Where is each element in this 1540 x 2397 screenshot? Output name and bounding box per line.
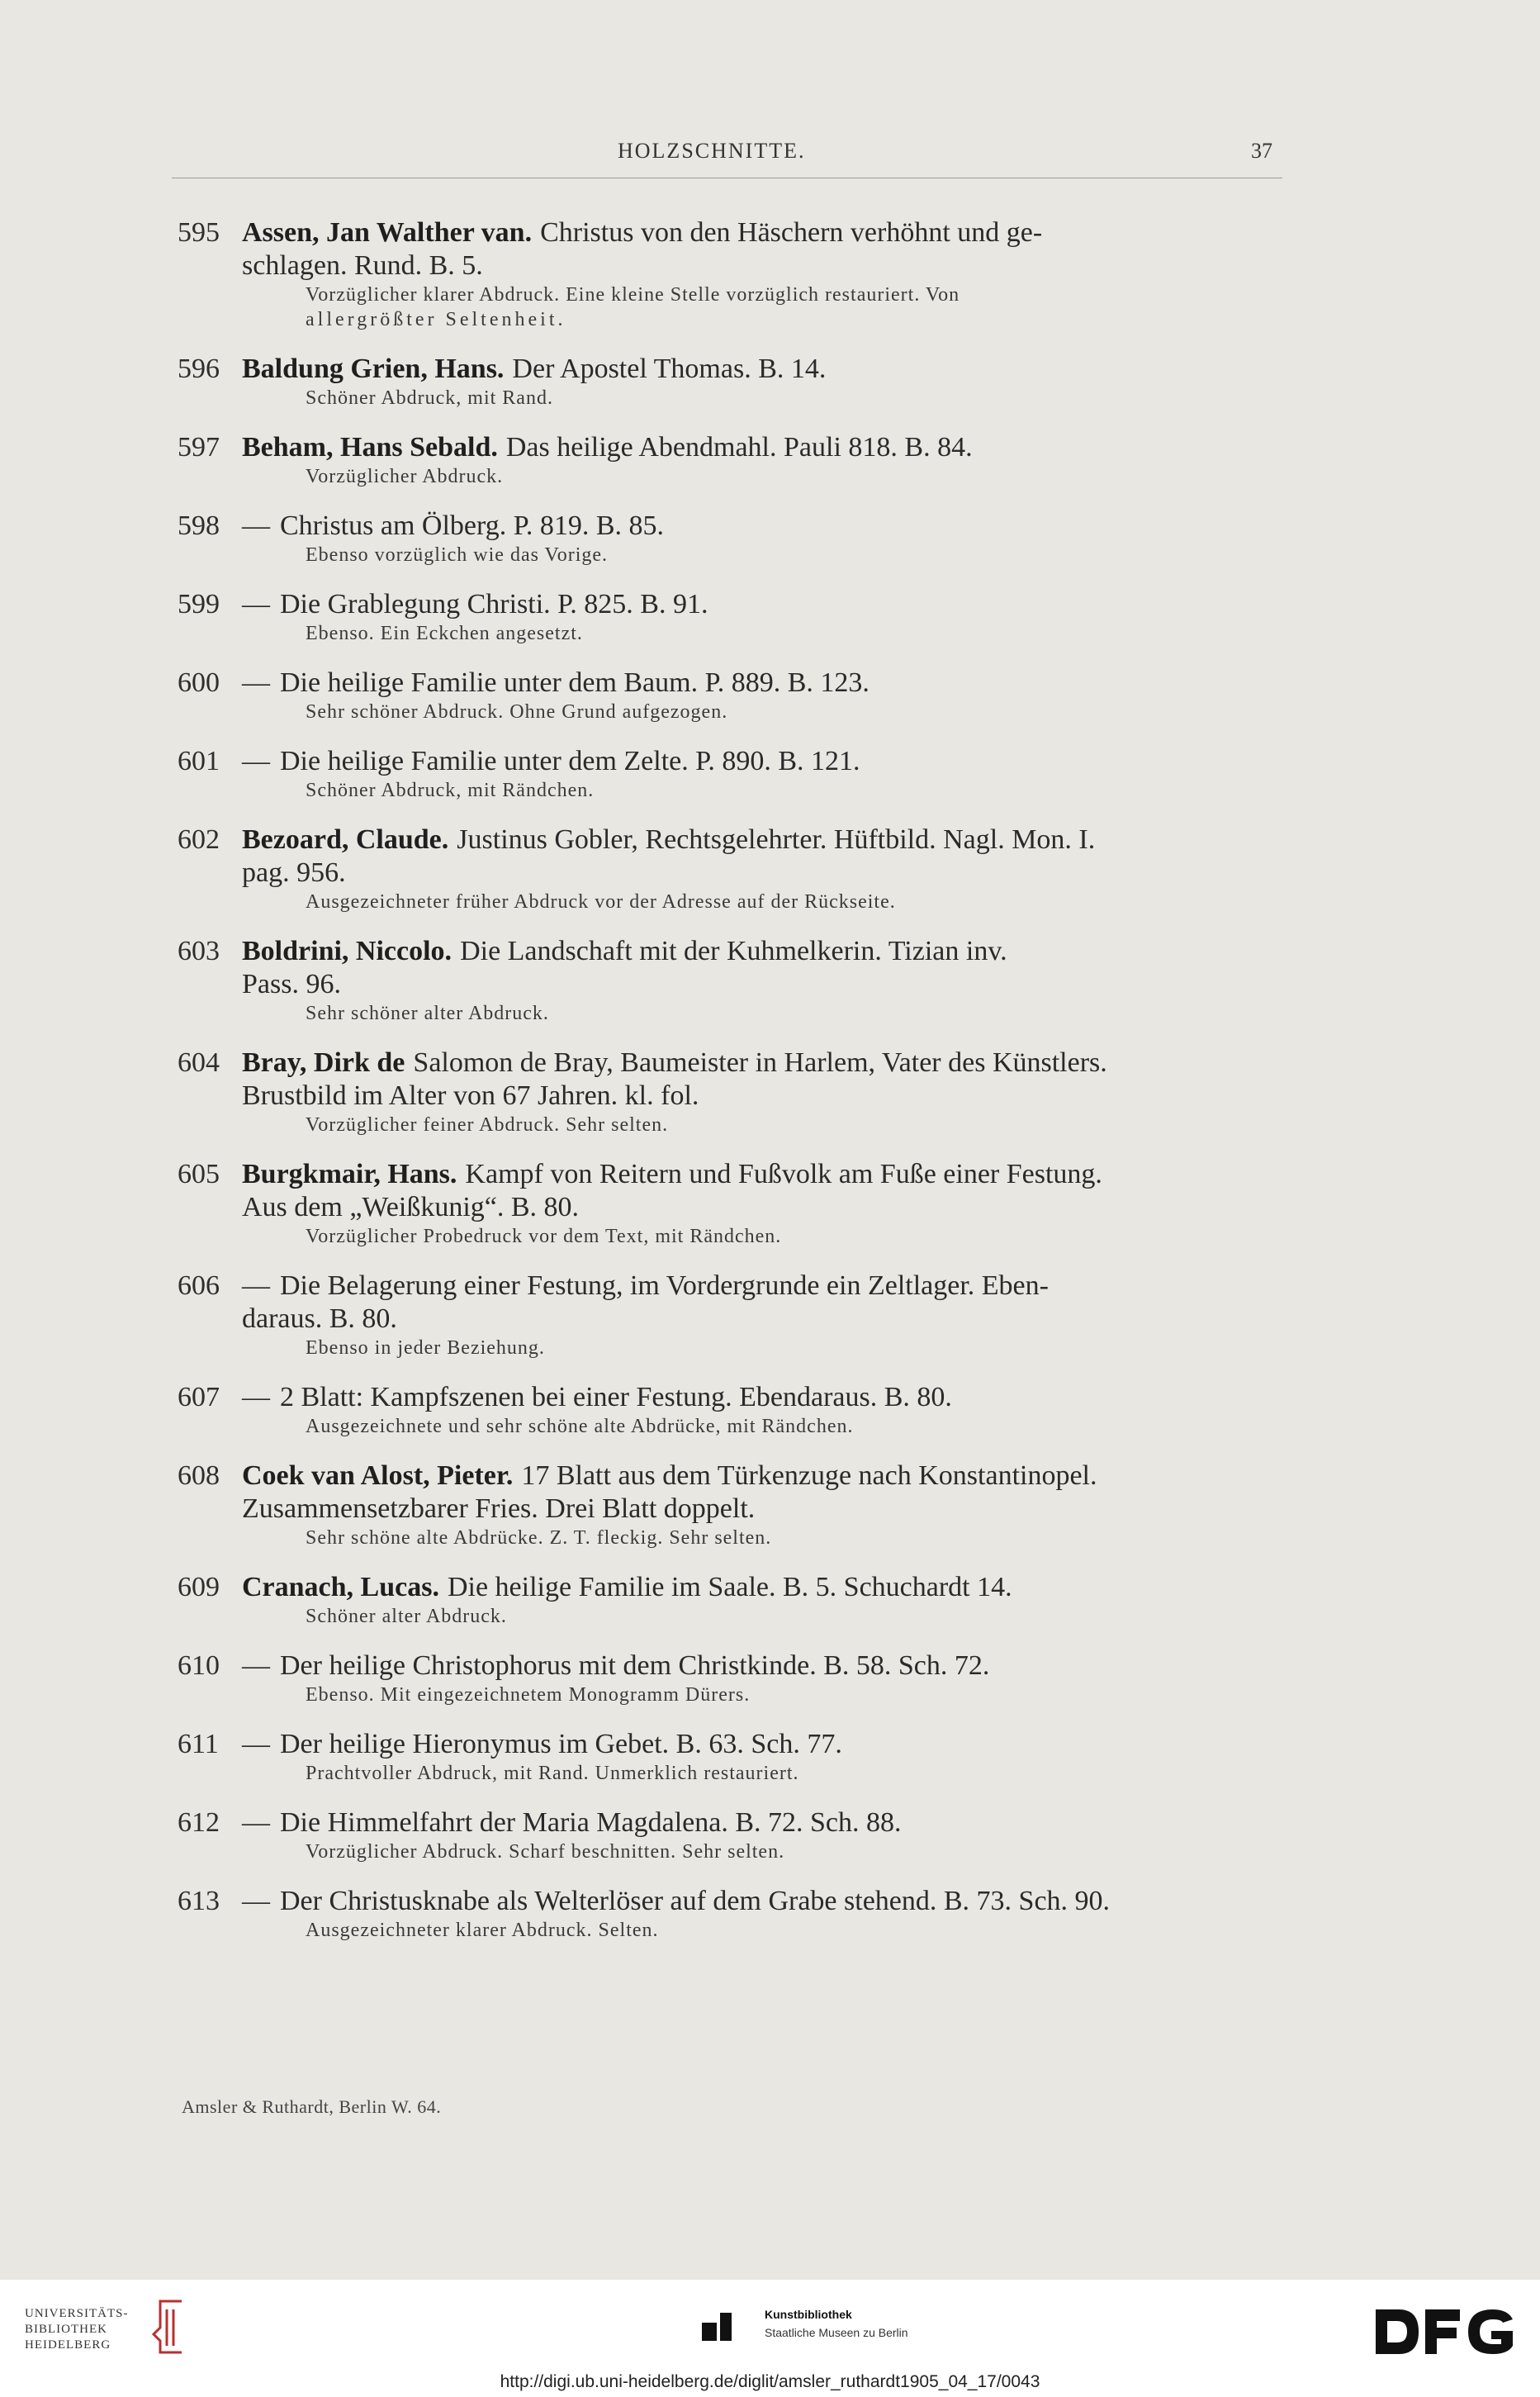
catalogue-entry — [178, 1047, 1288, 1137]
work-description: Die heilige Familie im Saale. B. 5. Schuchardt 14. — [447, 1572, 1012, 1602]
artist-name: Burgkmair, Hans. — [242, 1159, 457, 1189]
work-description: Die Belagerung einer Festung, im Vordergrunde ein Zeltlager. Eben- — [280, 1270, 1049, 1301]
lot-number: 597 — [178, 432, 220, 463]
condition-note: Sehr schöner alter Abdruck. — [306, 1003, 549, 1024]
university-emblem-icon — [149, 2298, 188, 2356]
entry-first-line — [178, 1381, 1288, 1414]
condition-note: Vorzüglicher feiner Abdruck. Sehr selten. — [306, 1114, 669, 1136]
university-library-name — [25, 2306, 129, 2353]
entry-title — [242, 745, 1288, 778]
lot-number: 599 — [178, 589, 220, 619]
entry-title — [242, 1649, 1288, 1683]
work-description-continued: Aus dem „Weißkunig“. B. 80. — [242, 1192, 580, 1222]
running-head — [0, 139, 1540, 172]
entry-first-line — [178, 431, 1288, 464]
work-description: Kampf von Reitern und Fußvolk am Fuße einer Festung. — [465, 1159, 1102, 1189]
condition-note: Ebenso. Ein Eckchen angesetzt. — [306, 623, 583, 644]
ditto-dash: — — [242, 667, 270, 698]
entry-title — [242, 510, 1288, 543]
entry-first-line — [178, 824, 1288, 857]
ditto-dash: — — [242, 1270, 270, 1301]
condition-note: Prachtvoller Abdruck, mit Rand. Unmerklich restauriert. — [306, 1763, 799, 1784]
work-description: 17 Blatt aus dem Türkenzuge nach Konstantinopel. — [521, 1460, 1097, 1491]
ditto-dash: — — [242, 589, 270, 619]
lot-number: 598 — [178, 510, 220, 541]
lot-number: 608 — [178, 1460, 220, 1491]
lot-number: 595 — [178, 217, 220, 248]
entry-title — [242, 1885, 1288, 1918]
entry-title — [242, 1381, 1288, 1414]
condition-note: Ausgezeichneter klarer Abdruck. Selten. — [306, 1920, 659, 1941]
condition-note: Schöner Abdruck, mit Rändchen. — [306, 780, 595, 801]
catalogue-entries — [178, 216, 1288, 1963]
work-description: Justinus Gobler, Rechtsgelehrter. Hüftbild. Nagl. Mon. I. — [457, 824, 1096, 855]
entry-title — [242, 824, 1288, 857]
condition-note: Vorzüglicher Abdruck. — [306, 466, 504, 487]
catalogue-entry — [178, 824, 1288, 914]
university-library-logo[interactable] — [25, 2298, 190, 2359]
ditto-dash: — — [242, 746, 270, 776]
lot-number: 609 — [178, 1572, 220, 1602]
entry-first-line — [178, 1460, 1288, 1493]
work-description-continued: pag. 956. — [242, 857, 346, 888]
lot-number: 610 — [178, 1650, 220, 1681]
condition-note: Ausgezeichneter früher Abdruck vor der Adresse auf der Rückseite. — [306, 891, 896, 913]
entry-title — [242, 216, 1288, 249]
catalogue-entry — [178, 588, 1288, 646]
running-title: HOLZSCHNITTE. — [618, 139, 806, 163]
entry-title — [242, 1158, 1288, 1191]
work-description: Die Himmelfahrt der Maria Magdalena. B. 72. Sch. 88. — [280, 1807, 902, 1838]
catalogue-entry — [178, 1885, 1288, 1943]
entry-first-line — [178, 588, 1288, 621]
lot-number: 604 — [178, 1047, 220, 1078]
condition-note: Ebenso. Mit eingezeichnetem Monogramm Dürers. — [306, 1684, 751, 1706]
entry-title — [242, 1571, 1288, 1604]
condition-note: Ebenso vorzüglich wie das Vorige. — [306, 544, 609, 566]
lot-number: 602 — [178, 824, 220, 855]
entry-first-line — [178, 667, 1288, 700]
entry-title — [242, 1806, 1288, 1839]
condition-note: Schöner alter Abdruck. — [306, 1606, 507, 1627]
source-url[interactable]: http://digi.ub.uni-heidelberg.de/diglit/amsler_ruthardt1905_04_17/0043 — [500, 2372, 1040, 2391]
lot-number: 600 — [178, 667, 220, 698]
catalogue-entry — [178, 353, 1288, 411]
lot-number: 601 — [178, 746, 220, 776]
condition-note: Sehr schöner Abdruck. Ohne Grund aufgezogen. — [306, 701, 728, 723]
kunstbibliothek-subtitle: Staatliche Museen zu Berlin — [765, 2326, 908, 2339]
condition-note: Vorzüglicher Probedruck vor dem Text, mit Rändchen. — [306, 1226, 782, 1247]
condition-note-continued: allergrößter Seltenheit. — [306, 309, 566, 330]
publisher-imprint: Amsler & Ruthardt, Berlin W. 64. — [182, 2096, 442, 2117]
entry-first-line — [178, 1571, 1288, 1604]
entry-first-line — [178, 1728, 1288, 1761]
catalogue-entry — [178, 1381, 1288, 1439]
lot-number: 596 — [178, 354, 220, 384]
catalogue-entry — [178, 1806, 1288, 1864]
lot-number: 605 — [178, 1159, 220, 1189]
entry-continuation-line — [178, 968, 1288, 1001]
ditto-dash: — — [242, 1807, 270, 1838]
entry-title — [242, 1270, 1288, 1303]
lot-number: 612 — [178, 1807, 220, 1838]
footer-bar — [0, 2280, 1540, 2397]
artist-name: Beham, Hans Sebald. — [242, 432, 498, 463]
work-description: Christus am Ölberg. P. 819. B. 85. — [280, 510, 665, 541]
ditto-dash: — — [242, 1382, 270, 1412]
lot-number: 606 — [178, 1270, 220, 1301]
artist-name: Baldung Grien, Hans. — [242, 354, 505, 384]
entry-title — [242, 588, 1288, 621]
entry-first-line — [178, 1047, 1288, 1080]
lot-number: 607 — [178, 1382, 220, 1412]
entry-first-line — [178, 935, 1288, 968]
condition-note: Vorzüglicher klarer Abdruck. Eine kleine Stelle vorzüglich restauriert. Von — [306, 284, 960, 306]
catalogue-entry — [178, 667, 1288, 724]
entry-title — [242, 667, 1288, 700]
entry-title — [242, 353, 1288, 386]
lot-number: 603 — [178, 936, 220, 966]
artist-name: Coek van Alost, Pieter. — [242, 1460, 514, 1491]
entry-continuation-line — [178, 1493, 1288, 1526]
page-number: 37 — [1251, 139, 1272, 163]
catalogue-entry — [178, 431, 1288, 489]
lot-number: 611 — [178, 1729, 219, 1759]
entry-first-line — [178, 510, 1288, 543]
kunstbibliothek-logo[interactable] — [702, 2301, 950, 2351]
catalogue-entry — [178, 510, 1288, 567]
entry-continuation-line — [178, 1080, 1288, 1113]
kunstbibliothek-icon — [702, 2309, 751, 2342]
work-description: Christus von den Häschern verhöhnt und ge- — [540, 217, 1043, 248]
entry-title — [242, 431, 1288, 464]
artist-name: Bezoard, Claude. — [242, 824, 449, 855]
catalogue-entry — [178, 1270, 1288, 1360]
entry-first-line — [178, 745, 1288, 778]
catalogue-entry — [178, 935, 1288, 1026]
entry-first-line — [178, 216, 1288, 249]
catalogue-entry — [178, 1158, 1288, 1249]
catalogue-entry — [178, 1460, 1288, 1550]
condition-note: Sehr schöne alte Abdrücke. Z. T. fleckig. Sehr selten. — [306, 1527, 772, 1549]
ditto-dash: — — [242, 510, 270, 541]
work-description: Das heilige Abendmahl. Pauli 818. B. 84. — [505, 432, 973, 463]
condition-note: Ebenso in jeder Beziehung. — [306, 1337, 545, 1359]
artist-name: Assen, Jan Walther van. — [242, 217, 533, 248]
work-description: Salomon de Bray, Baumeister in Harlem, Vater des Künstlers. — [413, 1047, 1107, 1078]
entry-title — [242, 1728, 1288, 1761]
entry-continuation-line — [178, 857, 1288, 890]
ditto-dash: — — [242, 1650, 270, 1681]
work-description: 2 Blatt: Kampfszenen bei einer Festung. Ebendaraus. B. 80. — [280, 1382, 952, 1412]
ditto-dash: — — [242, 1729, 270, 1759]
work-description: Der heilige Christophorus mit dem Christkinde. B. 58. Sch. 72. — [280, 1650, 990, 1681]
entry-first-line — [178, 1158, 1288, 1191]
entry-continuation-line — [178, 249, 1288, 282]
catalogue-entry — [178, 1649, 1288, 1707]
entry-title — [242, 935, 1288, 968]
university-line-1: UNIVERSITÄTS- — [25, 2307, 129, 2320]
entry-title — [242, 1047, 1288, 1080]
work-description-continued: Pass. 96. — [242, 969, 341, 999]
catalogue-entry — [178, 1728, 1288, 1786]
lot-number: 613 — [178, 1886, 220, 1916]
work-description-continued: schlagen. Rund. B. 5. — [242, 250, 483, 281]
work-description: Die heilige Familie unter dem Baum. P. 889. B. 123. — [280, 667, 870, 698]
work-description: Die heilige Familie unter dem Zelte. P. 890. B. 121. — [280, 746, 860, 776]
entry-title — [242, 1460, 1288, 1493]
entry-continuation-line — [178, 1191, 1288, 1224]
ditto-dash: — — [242, 1886, 270, 1916]
work-description-continued: Zusammensetzbarer Fries. Drei Blatt doppelt. — [242, 1493, 756, 1524]
work-description-continued: daraus. B. 80. — [242, 1303, 397, 1334]
entry-first-line — [178, 1885, 1288, 1918]
condition-note: Vorzüglicher Abdruck. Scharf beschnitten. Sehr selten. — [306, 1841, 785, 1863]
artist-name: Boldrini, Niccolo. — [242, 936, 453, 966]
catalogue-entry — [178, 1571, 1288, 1629]
kunstbibliothek-name: Kunstbibliothek — [765, 2308, 852, 2321]
catalogue-entry — [178, 216, 1288, 332]
work-description: Die Landschaft mit der Kuhmelkerin. Tizian inv. — [460, 936, 1007, 966]
entry-first-line — [178, 1806, 1288, 1839]
dfg-logo[interactable] — [1371, 2303, 1519, 2361]
catalogue-entry — [178, 745, 1288, 803]
entry-first-line — [178, 1270, 1288, 1303]
university-line-3: HEIDELBERG — [25, 2338, 111, 2352]
condition-note: Schöner Abdruck, mit Rand. — [306, 387, 553, 409]
entry-first-line — [178, 1649, 1288, 1683]
work-description: Der Christusknabe als Welterlöser auf dem Grabe stehend. B. 73. Sch. 90. — [280, 1886, 1111, 1916]
work-description-continued: Brustbild im Alter von 67 Jahren. kl. fol. — [242, 1080, 699, 1111]
entry-first-line — [178, 353, 1288, 386]
university-line-2: BIBLIOTHEK — [25, 2323, 107, 2336]
condition-note: Ausgezeichnete und sehr schöne alte Abdrücke, mit Rändchen. — [306, 1416, 854, 1437]
entry-continuation-line — [178, 1303, 1288, 1336]
work-description: Die Grablegung Christi. P. 825. B. 91. — [280, 589, 708, 619]
artist-name: Cranach, Lucas. — [242, 1572, 439, 1602]
work-description: Der heilige Hieronymus im Gebet. B. 63. Sch. 77. — [280, 1729, 842, 1759]
artist-name: Bray, Dirk de — [242, 1047, 405, 1078]
work-description: Der Apostel Thomas. B. 14. — [512, 354, 827, 384]
